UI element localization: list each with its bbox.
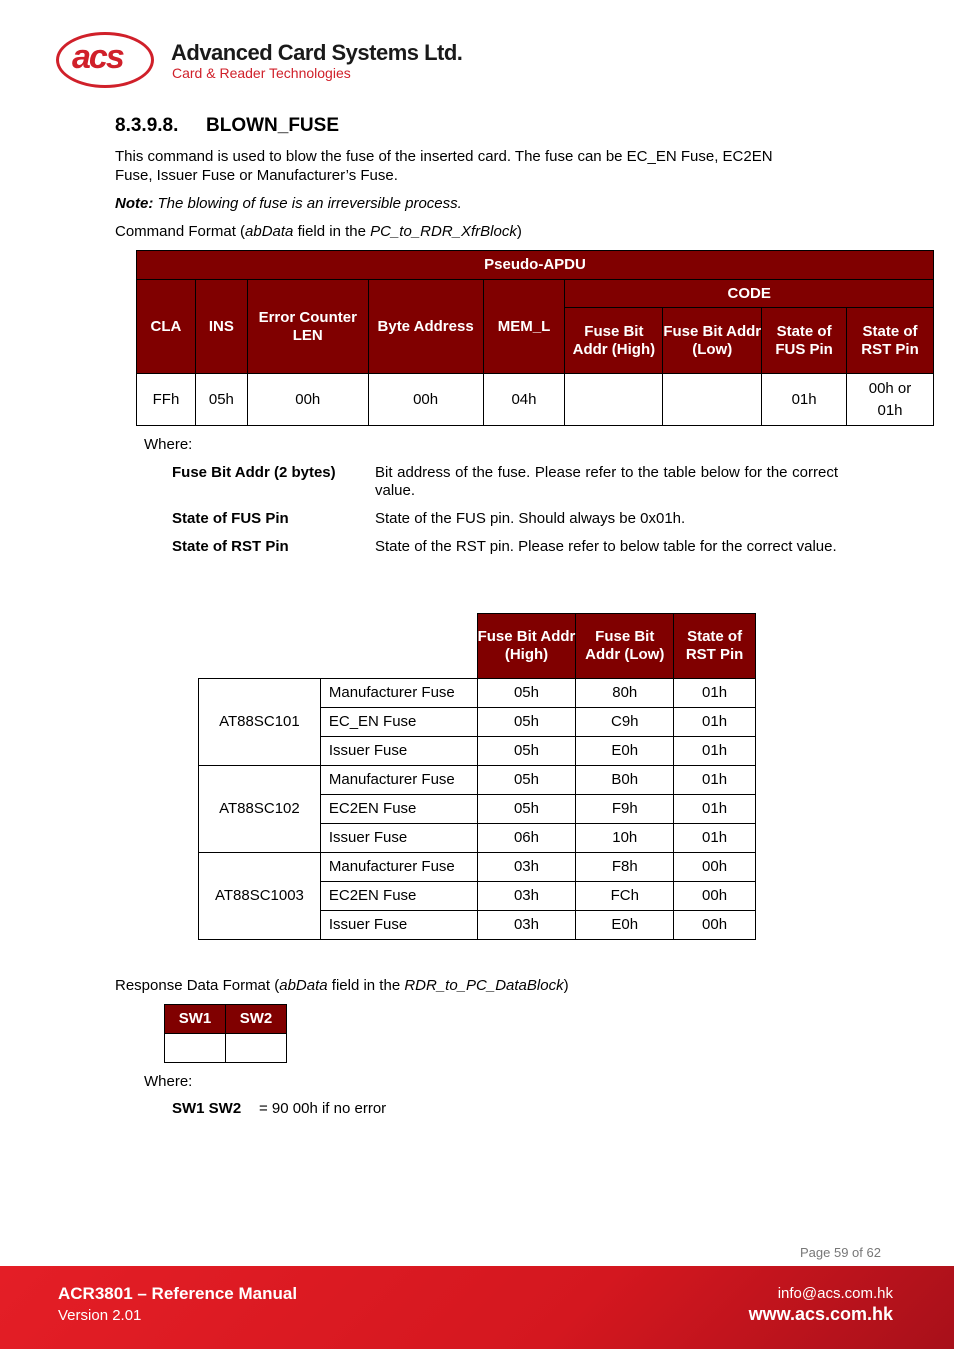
resp-field: abData	[279, 977, 328, 994]
desc-sw1-sw2: = 90 00h if no error	[259, 1100, 387, 1117]
footer-bar	[0, 1266, 954, 1349]
card-name: AT88SC1003	[199, 853, 321, 940]
card-name: AT88SC102	[199, 766, 321, 853]
fuse-name: Issuer Fuse	[320, 737, 477, 766]
apdu-header-rst-pin: State of RST Pin	[847, 308, 934, 374]
fuse-name: EC2EN Fuse	[320, 882, 477, 911]
resp-suffix: )	[563, 977, 569, 994]
cmd-suffix: )	[516, 223, 522, 240]
fuse-cell: E0h	[576, 911, 674, 940]
fuse-cell: 01h	[674, 824, 756, 853]
apdu-cell: FFh	[137, 374, 196, 426]
fuse-name: Manufacturer Fuse	[320, 853, 477, 882]
command-format-caption	[115, 222, 845, 241]
page-number: Page 59 of 62	[800, 1245, 881, 1260]
company-name: Advanced Card Systems Ltd.	[171, 40, 463, 65]
fuse-cell: E0h	[576, 737, 674, 766]
resp-mid: field in the	[327, 977, 405, 994]
apdu-header-ins: INS	[195, 280, 247, 374]
fuse-cell: 00h	[674, 882, 756, 911]
company-tagline: Card & Reader Technologies	[172, 65, 351, 81]
fuse-name: EC_EN Fuse	[320, 708, 477, 737]
fuse-name: Issuer Fuse	[320, 824, 477, 853]
note-label: Note:	[115, 195, 154, 212]
apdu-table	[136, 250, 934, 426]
apdu-header-fuse-low: Fuse Bit Addr (Low)	[663, 308, 762, 374]
where-label: Where:	[144, 436, 193, 453]
fuse-cell: F9h	[576, 795, 674, 824]
response-format-caption	[115, 976, 845, 995]
fuse-cell: 05h	[477, 766, 576, 795]
section-number: 8.3.9.8.	[115, 115, 179, 136]
cmd-field: abData	[245, 223, 294, 240]
apdu-cell: 00h	[247, 374, 368, 426]
fuse-cell: F8h	[576, 853, 674, 882]
fuse-table	[198, 613, 756, 940]
fuse-cell: 01h	[674, 737, 756, 766]
manual-title: ACR3801 – Reference Manual	[58, 1284, 298, 1303]
cmd-block: PC_to_RDR_XfrBlock	[370, 223, 517, 240]
fuse-cell: 05h	[477, 679, 576, 708]
note-text: The blowing of fuse is an irreversible process.	[153, 195, 462, 212]
desc-fuse-bit-addr: Bit address of the fuse. Please refer to the table below for the correct value.	[375, 464, 838, 499]
apdu-header-fuse-high: Fuse Bit Addr (High)	[565, 308, 663, 374]
intro-line-1: This command is used to blow the fuse of the inserted card. The fuse can be EC_EN Fuse, EC2EN	[115, 148, 773, 165]
cmd-mid: field in the	[293, 223, 371, 240]
fuse-cell: 06h	[477, 824, 576, 853]
where-label-2: Where:	[144, 1073, 193, 1090]
fuse-cell: 03h	[477, 911, 576, 940]
fuse-cell: FCh	[576, 882, 674, 911]
intro-line-2: Fuse, Issuer Fuse or Manufacturer’s Fuse.	[115, 167, 398, 184]
term-sw1-sw2: SW1 SW2	[172, 1100, 242, 1117]
apdu-cell: 00h or 01h	[847, 374, 934, 426]
fuse-cell: 00h	[674, 911, 756, 940]
fuse-cell: B0h	[576, 766, 674, 795]
resp-header-sw2: SW2	[226, 1005, 287, 1034]
fuse-cell: 01h	[674, 708, 756, 737]
card-name: AT88SC101	[199, 679, 321, 766]
apdu-cell: 00h	[368, 374, 483, 426]
note	[115, 194, 845, 213]
fuse-cell: 03h	[477, 882, 576, 911]
section-heading	[115, 115, 339, 137]
manual-version: Version 2.01	[58, 1307, 142, 1324]
apdu-header-byte-address: Byte Address	[368, 280, 483, 374]
fuse-cell: 05h	[477, 737, 576, 766]
fuse-cell: 05h	[477, 708, 576, 737]
resp-cell-sw1	[165, 1034, 226, 1063]
desc-fus-pin: State of the FUS pin. Should always be 0x01h.	[375, 510, 686, 527]
apdu-cell	[565, 374, 663, 426]
footer-email[interactable]: info@acs.com.hk	[777, 1285, 893, 1302]
intro-paragraph	[115, 147, 845, 185]
fuse-header-high: Fuse Bit Addr (High)	[477, 614, 576, 679]
fuse-header-low: Fuse Bit Addr (Low)	[576, 614, 674, 679]
fuse-cell: C9h	[576, 708, 674, 737]
fuse-cell: 01h	[674, 766, 756, 795]
fuse-name: Manufacturer Fuse	[320, 679, 477, 708]
apdu-header-mem-l: MEM_L	[483, 280, 565, 374]
fuse-cell: 01h	[674, 795, 756, 824]
fuse-name: Issuer Fuse	[320, 911, 477, 940]
fuse-name: EC2EN Fuse	[320, 795, 477, 824]
term-fuse-bit-addr: Fuse Bit Addr (2 bytes)	[172, 464, 336, 481]
resp-block: RDR_to_PC_DataBlock	[404, 977, 564, 994]
fuse-cell: 80h	[576, 679, 674, 708]
term-rst-pin: State of RST Pin	[172, 538, 289, 555]
apdu-header-cla: CLA	[137, 280, 196, 374]
resp-header-sw1: SW1	[165, 1005, 226, 1034]
fuse-name: Manufacturer Fuse	[320, 766, 477, 795]
fuse-cell: 10h	[576, 824, 674, 853]
fuse-cell: 00h	[674, 853, 756, 882]
fuse-table-blank-header	[199, 614, 478, 679]
apdu-cell: 01h	[762, 374, 847, 426]
footer-website[interactable]: www.acs.com.hk	[748, 1304, 893, 1324]
apdu-cell	[663, 374, 762, 426]
desc-rst-pin: State of the RST pin. Please refer to below table for the correct value.	[375, 538, 837, 555]
cmd-prefix: Command Format (	[115, 223, 246, 240]
response-table	[164, 1004, 287, 1063]
resp-prefix: Response Data Format (	[115, 977, 280, 994]
apdu-title: Pseudo-APDU	[137, 251, 934, 280]
resp-cell-sw2	[226, 1034, 287, 1063]
fuse-cell: 01h	[674, 679, 756, 708]
apdu-cell: 05h	[195, 374, 247, 426]
fuse-cell: 03h	[477, 853, 576, 882]
apdu-header-code: CODE	[565, 280, 934, 308]
acs-logo-text: acs	[72, 38, 123, 76]
apdu-cell: 04h	[483, 374, 565, 426]
fuse-header-rst: State of RST Pin	[674, 614, 756, 679]
apdu-header-fus-pin: State of FUS Pin	[762, 308, 847, 374]
apdu-header-error-counter-len: Error Counter LEN	[247, 280, 368, 374]
fuse-cell: 05h	[477, 795, 576, 824]
section-title: BLOWN_FUSE	[206, 115, 339, 136]
term-fus-pin: State of FUS Pin	[172, 510, 289, 527]
